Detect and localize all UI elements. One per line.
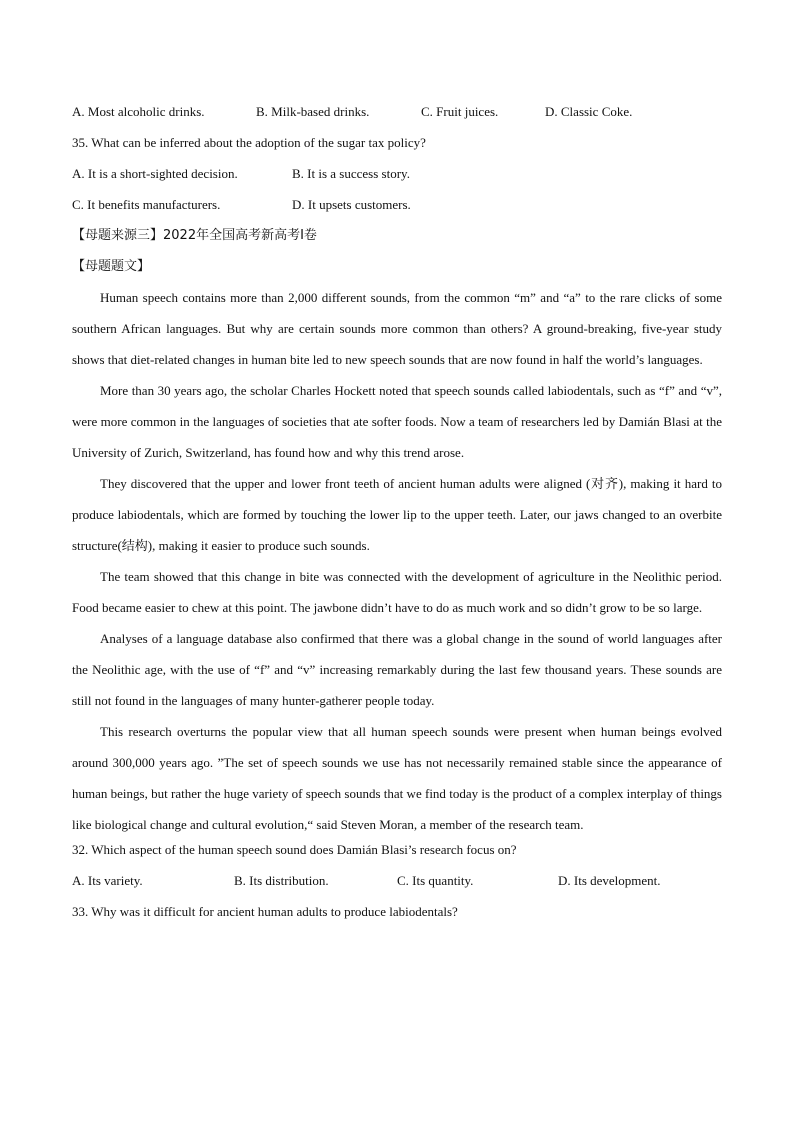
q32-option-d[interactable]: D. Its development. <box>558 873 661 888</box>
passage-paragraph-2: More than 30 years ago, the scholar Charles Hockett noted that speech sounds called labiodentals, such as “f” and “v”, were more common in the languages of societies that ate softer foods. Now a team of researchers led by Damián Blasi at the University of Zurich, Switzerland, has found how and why this trend arose. <box>72 383 722 460</box>
q35-option-c[interactable]: C. It benefits manufacturers. <box>72 197 221 212</box>
q32-option-c[interactable]: C. Its quantity. <box>397 873 474 888</box>
passage <box>72 282 722 840</box>
passage-paragraph-4: The team showed that this change in bite was connected with the development of agriculture in the Neolithic period. Food became easier to chew at this point. The jawbone didn’t have to do as much work and so didn’t grow to be so large. <box>72 569 722 615</box>
q34-options <box>72 102 722 133</box>
q34-option-a[interactable]: A. Most alcoholic drinks. <box>72 104 205 119</box>
passage-paragraph-6: This research overturns the popular view that all human speech sounds were present when human beings evolved around 300,000 years ago. ”The set of speech sounds we use has not necessarily remained stable since the appearance of human beings, but rather the huge variety of speech sounds that we find today is the product of a complex interplay of things like biological change and cultural evolution,“ said Steven Moran, a member of the research team. <box>72 724 722 832</box>
source-heading: 【母题来源三】2022年全国高考新高考I卷 <box>72 228 317 243</box>
q33-stem: 33. Why was it difficult for ancient human adults to produce labiodentals? <box>72 904 458 919</box>
q32-stem: 32. Which aspect of the human speech sound does Damián Blasi’s research focus on? <box>72 842 517 857</box>
q34-option-b[interactable]: B. Milk-based drinks. <box>256 104 370 119</box>
q35-option-b[interactable]: B. It is a success story. <box>292 166 410 181</box>
q35-option-a[interactable]: A. It is a short-sighted decision. <box>72 166 238 181</box>
q35-option-d[interactable]: D. It upsets customers. <box>292 197 411 212</box>
q35-options-row2 <box>72 195 722 226</box>
q35-stem: 35. What can be inferred about the adoption of the sugar tax policy? <box>72 135 426 150</box>
q34-option-d[interactable]: D. Classic Coke. <box>545 104 633 119</box>
passage-heading: 【母题题文】 <box>72 259 151 274</box>
passage-paragraph-3: They discovered that the upper and lower front teeth of ancient human adults were aligned (对齐), making it hard to produce labiodentals, which are formed by touching the lower lip to the upper teeth. Later, our jaws changed to an overbite structure(结构), making it easier to produce such sounds. <box>72 476 722 553</box>
document-page <box>72 102 722 933</box>
q32-option-a[interactable]: A. Its variety. <box>72 873 143 888</box>
q32-option-b[interactable]: B. Its distribution. <box>234 873 329 888</box>
passage-paragraph-5: Analyses of a language database also confirmed that there was a global change in the sound of world languages after the Neolithic age, with the use of “f” and “v” increasing remarkably during the last few thousand years. These sounds are still not found in the languages of many hunter-gatherer people today. <box>72 631 722 708</box>
passage-paragraph-1: Human speech contains more than 2,000 different sounds, from the common “m” and “a” to the rare clicks of some southern African languages. But why are certain sounds more common than others? A ground-breaking, five-year study shows that diet-related changes in human bite led to new speech sounds that are now found in half the world’s languages. <box>72 290 722 367</box>
q34-option-c[interactable]: C. Fruit juices. <box>421 104 499 119</box>
q32-options <box>72 871 722 902</box>
q35-options-row1 <box>72 164 722 195</box>
